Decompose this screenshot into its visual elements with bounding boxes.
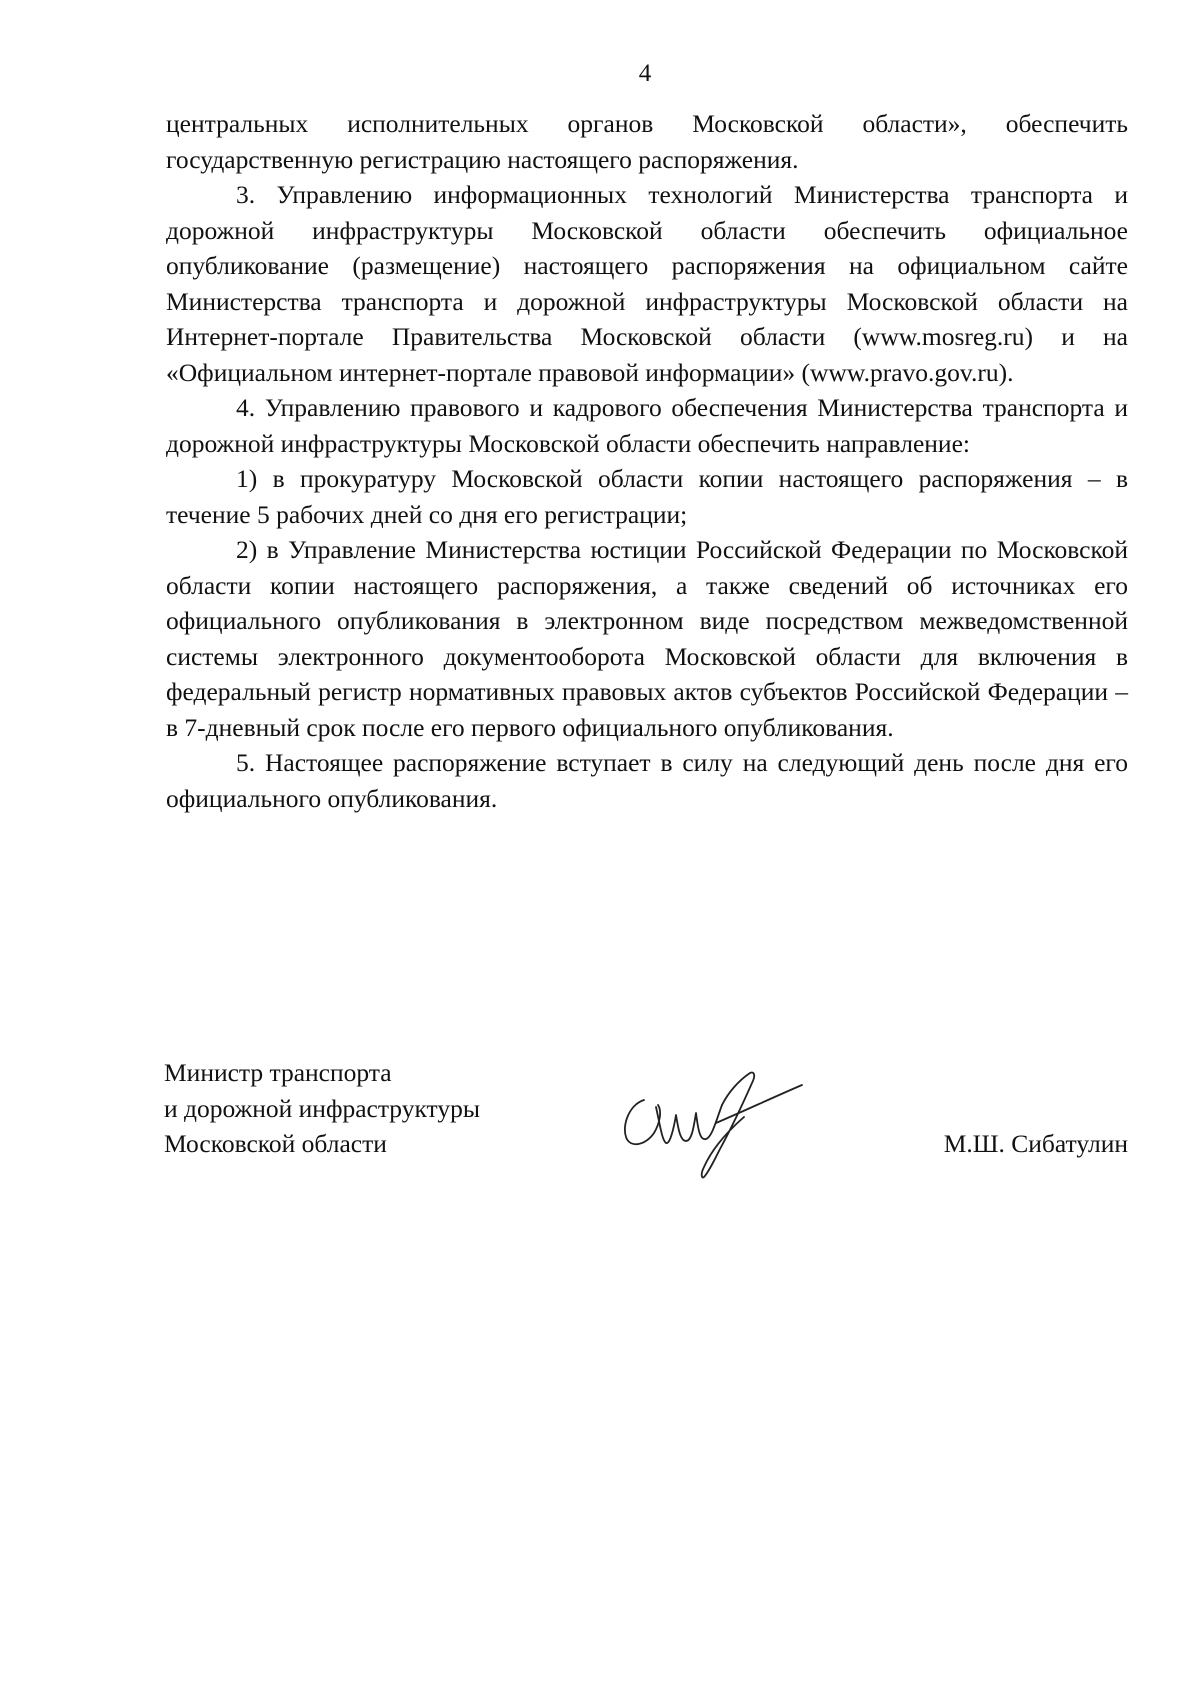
paragraph-item-3: 3. Управлению информационных технологий Министерства транспорта и дорожной инфраструктуры Московской области обеспечить официальное опубликование (размещение) настоящего распоряжения на официальном сайте Министерства транспорта и дорожной инфраструктуры Московской области на Интернет-портале Правительства Московской области (www.mosreg.ru) и на «Официальном интернет-портале правовой информации» (www.pravo.gov.ru). bbox=[166, 180, 1128, 387]
signature-block bbox=[164, 1055, 1128, 1205]
paragraph-item-4: 4. Управлению правового и кадрового обеспечения Министерства транспорта и дорожной инфраструктуры Московской области обеспечить направление: bbox=[166, 393, 1128, 458]
signer-position-line: Московской области bbox=[164, 1129, 387, 1158]
paragraph-continuation: центральных исполнительных органов Московской области», обеспечить государственную регистрацию настоящего распоряжения. bbox=[166, 109, 1128, 174]
signer-position bbox=[164, 1055, 480, 1162]
signer-position-line: и дорожной инфраструктуры bbox=[164, 1093, 480, 1123]
signer-position-line: Министр транспорта bbox=[164, 1058, 392, 1087]
paragraph-item-5: 5. Настоящее распоряжение вступает в силу на следующий день после дня его официального опубликования. bbox=[166, 748, 1128, 813]
paragraph-subitem-2: 2) в Управление Министерства юстиции Российской Федерации по Московской области копии настоящего распоряжения, а также сведений об источниках его официального опубликования в электронном виде посредством межведомственной системы электронного документооборота Московской области для включения в федеральный регистр нормативных правовых актов субъектов Российской Федерации – в 7-дневный срок после его первого официального опубликования. bbox=[166, 535, 1128, 742]
signer-name: М.Ш. Сибатулин bbox=[943, 1129, 1128, 1158]
paragraph-subitem-1: 1) в прокуратуру Московской области копии настоящего распоряжения – в течение 5 рабочих дней со дня его регистрации; bbox=[166, 464, 1128, 529]
page-number: 4 bbox=[638, 60, 652, 87]
handwritten-signature bbox=[604, 1045, 804, 1185]
document-body bbox=[166, 106, 1128, 816]
